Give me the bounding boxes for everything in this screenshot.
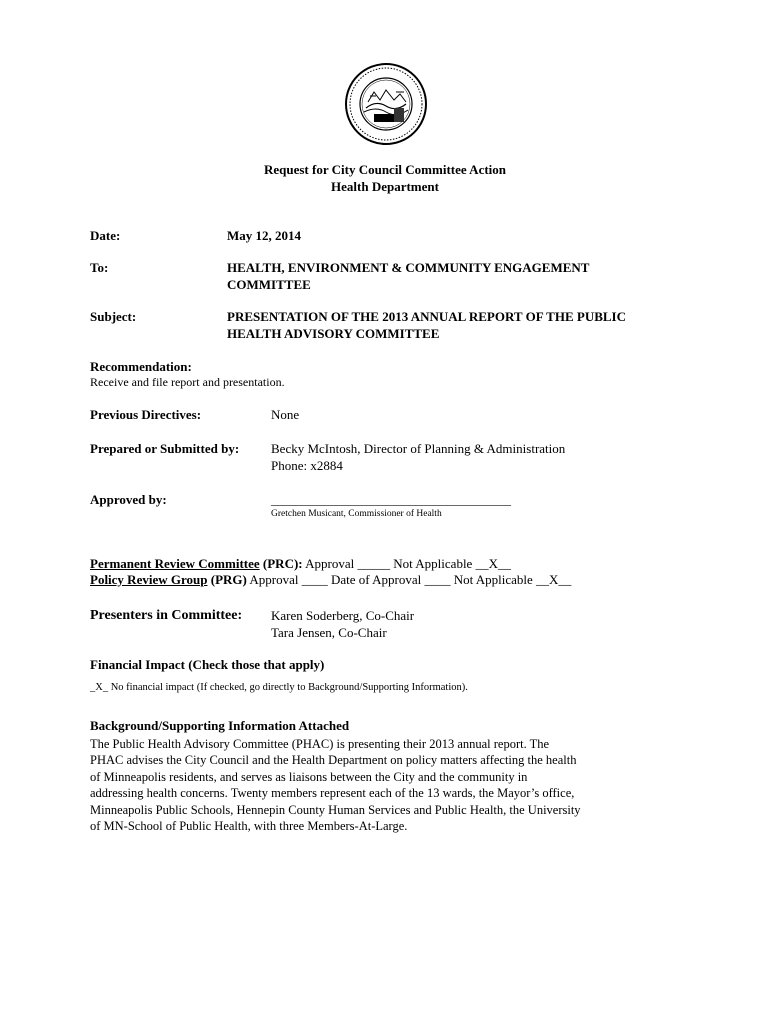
prc-abbr: (PRC):: [259, 556, 303, 571]
prc-status: Approval _____ Not Applicable __X__: [302, 556, 511, 571]
to-value-line1: HEALTH, ENVIRONMENT & COMMUNITY ENGAGEMENT: [227, 260, 590, 275]
subject-value-line2: HEALTH ADVISORY COMMITTEE: [227, 326, 440, 341]
prg-abbr: (PRG): [207, 572, 247, 587]
prepared-by-label: Prepared or Submitted by:: [90, 441, 240, 456]
date-value: May 12, 2014: [227, 228, 302, 243]
background-line: of MN-School of Public Health, with three Members-At-Large.: [90, 819, 408, 834]
to-value-line2: COMMITTEE: [227, 277, 311, 292]
previous-directives-label: Previous Directives:: [90, 407, 202, 422]
background-line: Minneapolis Public Schools, Hennepin County Human Services and Public Health, the University: [90, 802, 581, 817]
to-label: To:: [90, 260, 109, 275]
recommendation-label: Recommendation:: [90, 359, 192, 374]
presenters-label: Presenters in Committee:: [90, 608, 243, 623]
city-seal-icon: [344, 62, 428, 146]
subject-value-line1: PRESENTATION OF THE 2013 ANNUAL REPORT OF THE PUBLIC: [227, 309, 627, 324]
prg-name: Policy Review Group: [90, 572, 208, 587]
background-line: addressing health concerns. Twenty members represent each of the 13 wards, the Mayor’s office,: [90, 786, 575, 801]
financial-impact-label: Financial Impact (Check those that apply): [90, 657, 325, 672]
prepared-by-name: Becky McIntosh, Director of Planning & Administration: [271, 441, 566, 456]
prepared-by-phone: Phone: x2884: [271, 458, 343, 473]
presenter-1: Karen Soderberg, Co-Chair: [271, 608, 415, 623]
background-paragraph: [90, 736, 650, 834]
prc-line: [90, 556, 511, 572]
background-line: The Public Health Advisory Committee (PHAC) is presenting their 2013 annual report. The: [90, 737, 550, 751]
subject-label: Subject:: [90, 309, 137, 324]
recommendation-text: Receive and file report and presentation.: [90, 375, 285, 389]
prc-name: Permanent Review Committee: [90, 556, 260, 571]
request-title: Request for City Council Committee Action: [263, 162, 507, 177]
prg-status: Approval ____ Date of Approval ____ Not Applicable __X__: [246, 572, 572, 587]
financial-impact-item: _X_ No financial impact (If checked, go directly to Background/Supporting Information).: [90, 682, 468, 693]
approved-by-label: Approved by:: [90, 492, 167, 507]
department-name: Health Department: [331, 179, 439, 194]
prg-line: [90, 572, 571, 588]
background-line: PHAC advises the City Council and the Health Department on policy matters affecting the health: [90, 753, 577, 768]
date-label: Date:: [90, 228, 121, 243]
approval-signature-line: ________________________________________: [271, 493, 511, 507]
approver-name: Gretchen Musicant, Commissioner of Health: [271, 509, 442, 519]
previous-directives-value: None: [271, 407, 300, 422]
background-label: Background/Supporting Information Attached: [90, 718, 350, 733]
presenter-2: Tara Jensen, Co-Chair: [271, 625, 387, 640]
background-line: of Minneapolis residents, and serves as liaisons between the City and the community in: [90, 769, 528, 784]
